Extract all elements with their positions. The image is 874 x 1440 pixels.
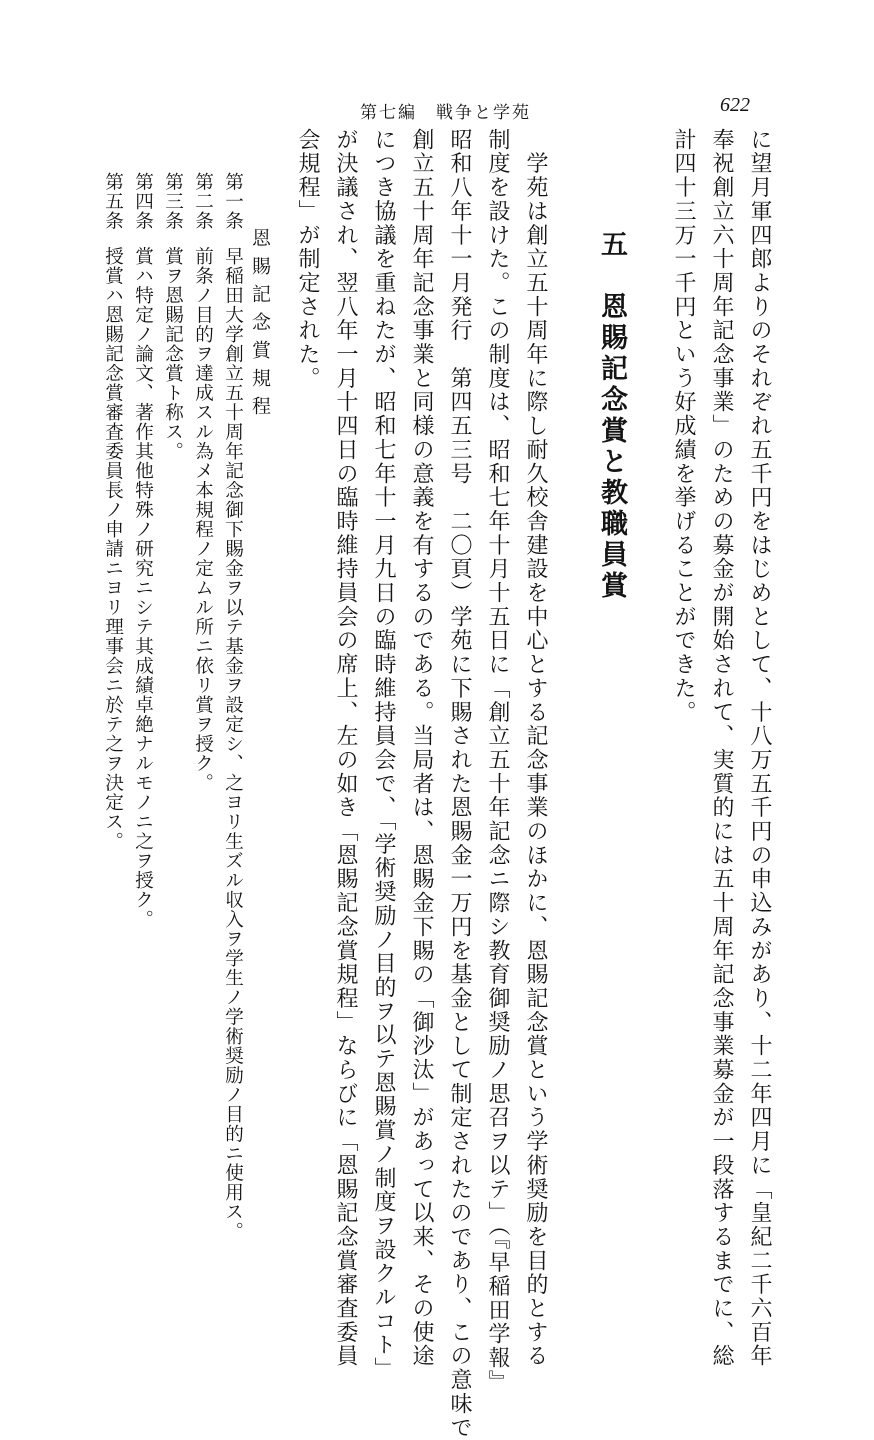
body-column: 創立五十周年記念事業と同様の意義を有するのである。当局者は、恩賜金下賜の「御沙汰」があって以来、その使途: [409, 128, 434, 1369]
body-column: 制度を設けた。この制度は、昭和七年十月十五日に「創立五十年記念ニ際シ教育御奨励ノ思召ヲ以テ」（『早稲田学報』: [485, 128, 510, 1394]
rule-article: [103, 172, 122, 851]
article-label: 第四条: [132, 172, 154, 231]
rule-article: [223, 172, 242, 1241]
section-heading: 五 恩賜記念賞と教職員賞: [596, 230, 627, 602]
article-text: 賞ヲ恩賜記念賞ト称ス。: [162, 246, 184, 461]
article-label: 第一条: [222, 172, 244, 231]
body-column: 奉祝創立六十周年記念事業」のための募金が開始されて、実質的には五十周年記念事業募金が一段落するまでに、総: [709, 128, 734, 1369]
rule-article: [133, 172, 152, 929]
article-label: 第三条: [162, 172, 184, 231]
article-text: 前条ノ目的ヲ達成スル為メ本規程ノ定ムル所ニ依リ賞ヲ授ク。: [192, 246, 214, 793]
rules-title: 恩賜記念賞規程: [249, 228, 271, 424]
body-column: が決議され、翌八年一月十四日の臨時維持員会の席上、左の如き「恩賜記念賞規程」ならびに「恩賜記念賞審査委員: [333, 128, 358, 1369]
running-title: 第七編 戦争と学苑: [360, 103, 531, 123]
body-column: 昭和八年十一月発行 第四五三号 二〇頁）学苑に下賜された恩賜金一万円を基金として制定されたのであり、この意味で: [447, 128, 472, 1440]
article-text: 賞ハ特定ノ論文、著作其他特殊ノ研究ニシテ其成績卓絶ナルモノニ之ヲ授ク。: [132, 246, 154, 929]
body-column: につき協議を重ねたが、昭和七年十一月九日の臨時維持員会で、「学術奨励ノ目的ヲ以テ恩賜賞ノ制度ヲ設クルコト」: [371, 128, 396, 1382]
body-column: 会規程」が制定された。: [295, 128, 320, 391]
body-column: に望月軍四郎よりのそれぞれ五千円をはじめとして、十八万五千円の申込みがあり、十二年四月に「皇紀二千六百年: [747, 128, 772, 1369]
article-text: 授賞ハ恩賜記念賞審査委員長ノ申請ニヨリ理事会ニ於テ之ヲ決定ス。: [102, 246, 124, 851]
rule-article: [163, 172, 182, 461]
article-text: 早稲田大学創立五十周年記念御下賜金ヲ以テ基金ヲ設定シ、之ヨリ生ズル収入ヲ学生ノ学術奨励ノ目的ニ使用ス。: [222, 246, 244, 1241]
rule-article: [193, 172, 212, 793]
article-label: 第二条: [192, 172, 214, 231]
body-column: 学苑は創立五十周年に際し耐久校舎建設を中心とする記念事業のほかに、恩賜記念賞という学術奨励を目的とする: [523, 128, 548, 1369]
article-label: 第五条: [102, 172, 124, 231]
page-number: 622: [720, 94, 750, 116]
body-column: 計四十三万一千円という好成績を挙げることができた。: [671, 128, 696, 725]
